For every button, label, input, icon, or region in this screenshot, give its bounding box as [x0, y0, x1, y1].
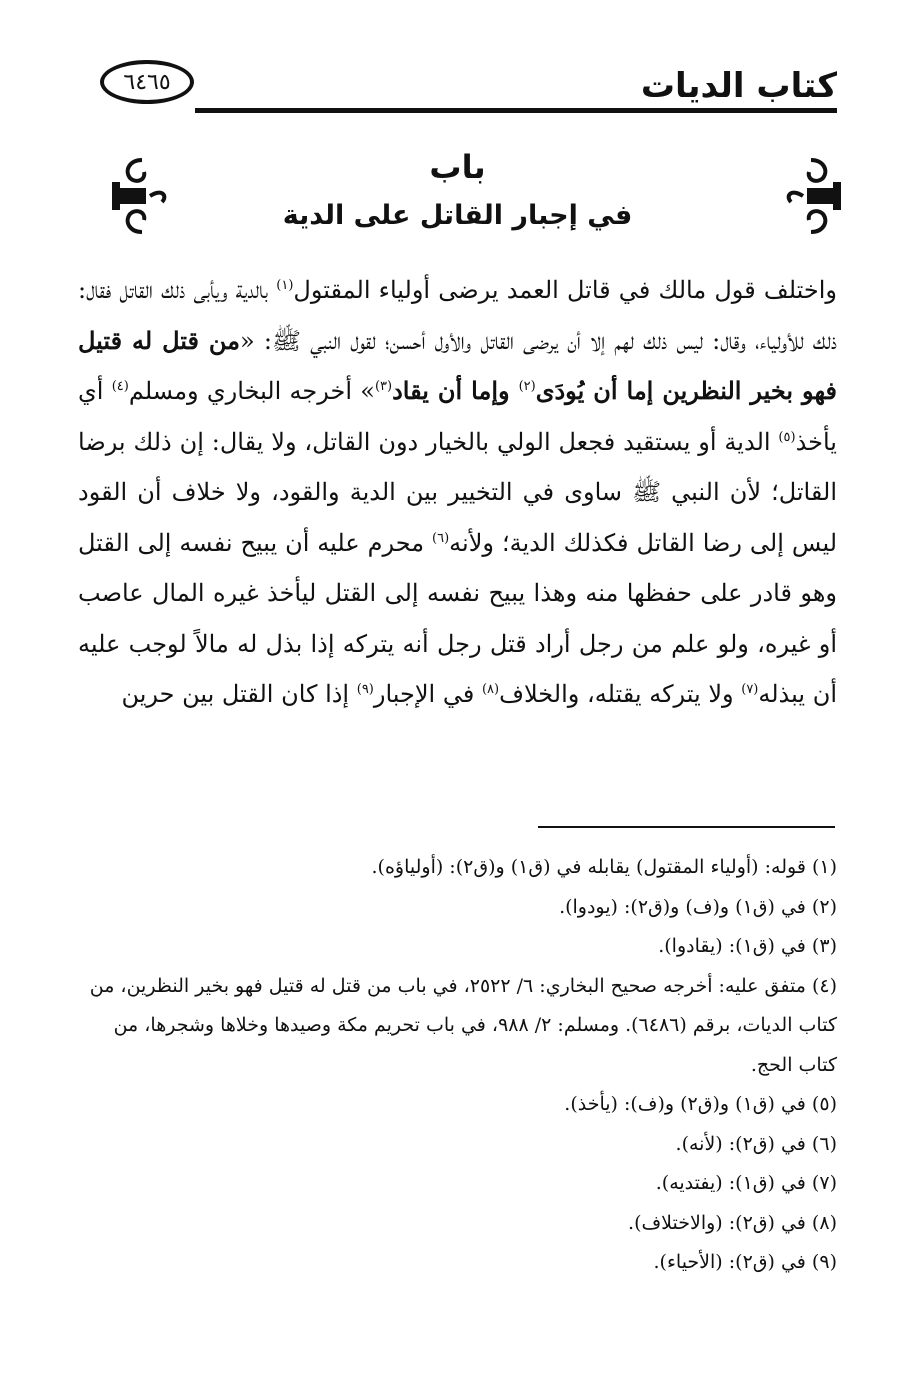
page-header: [0, 58, 915, 114]
footnote: (٣) في (ق١): (يقادوا).: [658, 935, 837, 957]
header-rule: [195, 108, 837, 113]
page-number-oval: [100, 60, 194, 104]
text-run: الدية أو يستقيد فجعل الولي بالخيار دون القاتل، ولا يقال: إن ذلك برضا القاتل؛ لأن النبي ﷺ ساوى في التخيير بين الدية والقود، ولا خلاف أن القود ليس إلى رضا القاتل فكذلك الدية؛ ولأنه: [78, 427, 838, 557]
text-run: ولا يتركه يقتله، والخلاف: [499, 680, 742, 708]
footnote-ref: (٧): [741, 682, 759, 697]
footnote-ref: (٩): [356, 682, 374, 697]
hadith-text: من قتل له قتيل فهو بخير النظرين إما أن يُودَى: [78, 325, 837, 405]
text-run: أي يأخذ: [78, 377, 837, 456]
footnote-ref: (٢): [518, 379, 536, 394]
footnote-ref: (٤): [111, 379, 129, 394]
hadith-text: وإما أن يقاد: [392, 376, 519, 405]
footnote: (٢) في (ق١) و(ف) و(ق٢): (يودوا).: [559, 895, 837, 918]
footnote-ref: (١): [276, 278, 294, 293]
chapter-label: باب: [429, 148, 486, 186]
footnote-separator: [538, 826, 835, 828]
footnote: (٩) في (ق٢): (الأحياء).: [653, 1251, 837, 1273]
footnote-ref: (٣): [374, 379, 393, 394]
footnote-ref: (٨): [481, 682, 500, 697]
page-number: ٦٤٦٥: [123, 69, 171, 95]
footnote: (٥) في (ق١) و(ق٢) و(ف): (يأخذ).: [564, 1093, 837, 1115]
footnote: (٦) في (ق٢): (لأنه).: [675, 1132, 837, 1155]
chapter-title: في إجبار القاتل على الدية: [282, 200, 633, 231]
footnote: (٨) في (ق٢): (والاختلاف).: [628, 1211, 837, 1234]
text-run: محرم عليه أن يبيح نفسه إلى القتل وهو قادر على حفظها منه وهذا يبيح نفسه إلى القتل ليأخذ غيره المال عاصب أو غيره، ولو علم من رجل أراد قتل رجل أنه يتركه إذا بذل له مالاً لوجب عليه أن يبذله: [78, 528, 837, 708]
book-title: كتاب الديات: [640, 66, 837, 106]
footnote: (١) قوله: (أولياء المقتول) يقابله في (ق١) و(ق٢): (أولياؤه).: [371, 856, 837, 878]
main-paragraph: [78, 265, 837, 720]
text-run: » أخرجه البخاري ومسلم: [128, 377, 375, 405]
footnote: (٧) في (ق١): (يفتديه).: [655, 1172, 837, 1194]
chapter-heading: [0, 145, 915, 243]
text-run: في الإجبار: [373, 680, 482, 708]
main-text: [78, 265, 837, 720]
text-run: إذا كان القتل بين حرين: [121, 680, 357, 708]
footnotes: [78, 848, 837, 1283]
text-run: واختلف قول مالك في قاتل العمد يرضى أولياء المقتول: [293, 276, 837, 304]
footnote-ref: (٦): [432, 530, 450, 546]
text-run: بالدية ويأبى ذلك القاتل فقال: ذلك للأولياء، وقال: ليس ذلك لهم إلا أن يرضى القاتل والأول أحسن؛ لقول النبي ﷺ: «: [78, 276, 837, 355]
footnote-ref: (٥): [778, 429, 796, 445]
footnote: (٤) متفق عليه: أخرجه صحيح البخاري: ٦/ ٢٥٢٢، في باب من قتل له قتيل فهو بخير النظرين، من كتاب الديات، برقم (٦٤٨٦). ومسلم: ٢/ ٩٨٨، في باب تحريم مكة وصيدها وخلاها وشجرها، من كتاب الحج.: [89, 974, 837, 1076]
